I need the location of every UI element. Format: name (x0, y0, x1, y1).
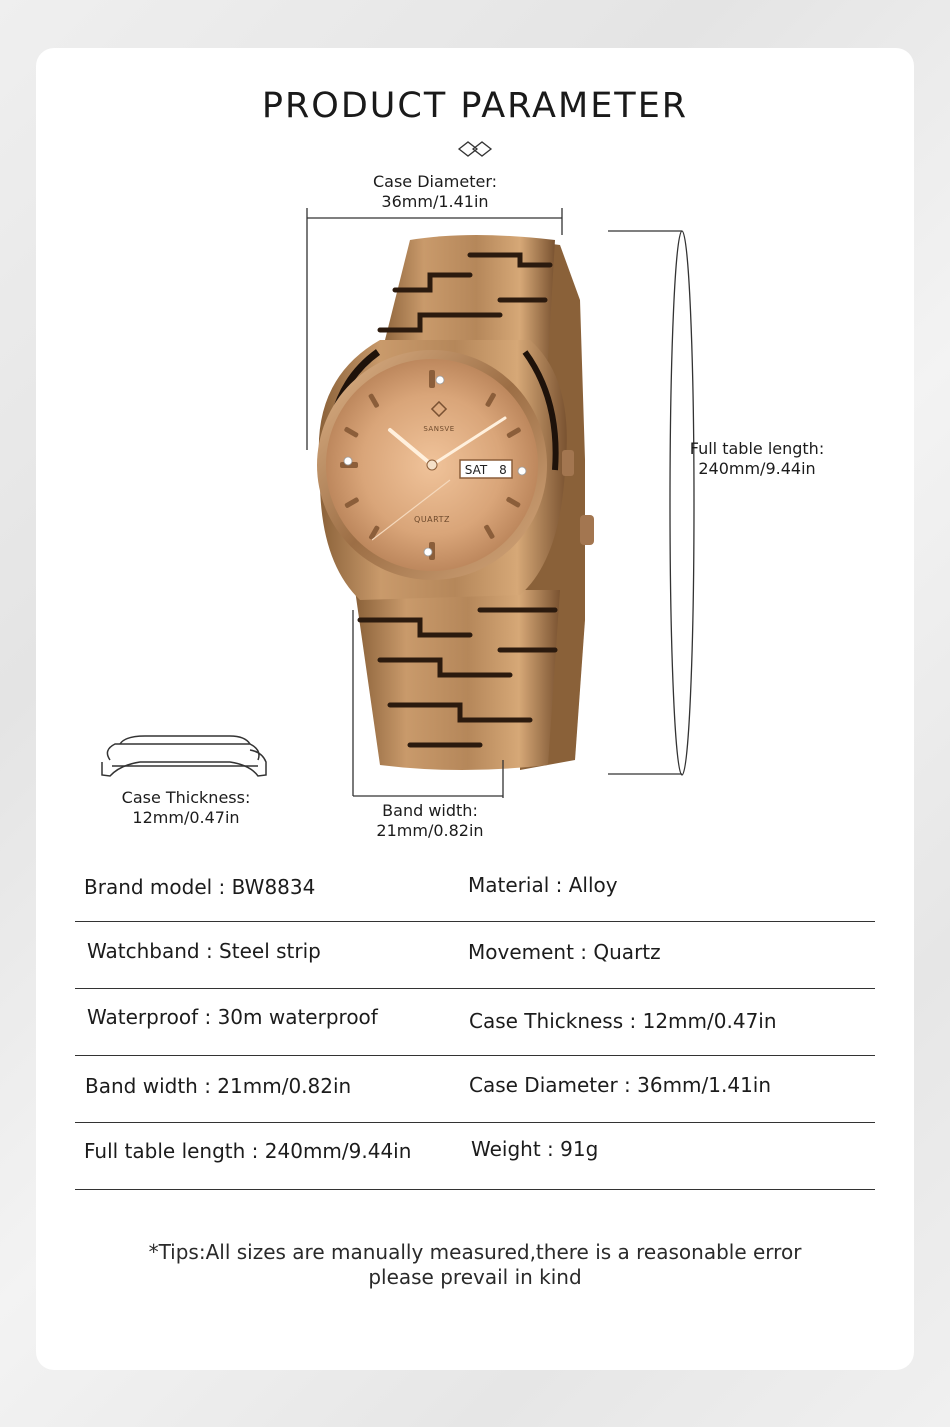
case-diameter-label (335, 172, 535, 212)
full-length-label (672, 439, 842, 479)
param-full-length: Full table length : 240mm/9.44in (84, 1139, 412, 1163)
band-width-title: Band width: (382, 801, 478, 820)
table-row (75, 855, 875, 922)
table-row (75, 922, 875, 989)
day-text: SAT (464, 463, 488, 477)
dial-quartz-text: QUARTZ (414, 515, 450, 524)
param-waterproof: Waterproof : 30m waterproof (87, 1005, 378, 1029)
full-length-title: Full table length: (689, 439, 825, 458)
param-case-diameter: Case Diameter : 36mm/1.41in (469, 1073, 772, 1097)
param-watchband: Watchband : Steel strip (87, 939, 321, 963)
table-row (75, 989, 875, 1056)
case-thickness-value: 12mm/0.47in (132, 808, 240, 827)
table-row (75, 1056, 875, 1123)
param-movement: Movement : Quartz (468, 940, 661, 964)
date-text: 8 (499, 463, 507, 477)
table-row (75, 1123, 875, 1190)
tips-line-2: please prevail in kind (368, 1265, 582, 1289)
crown (580, 515, 594, 545)
case-diameter-value: 36mm/1.41in (381, 192, 489, 211)
tips-line-1: *Tips:All sizes are manually measured,there is a reasonable error (148, 1240, 802, 1264)
param-brand-model: Brand model : BW8834 (84, 875, 316, 899)
param-case-thickness: Case Thickness : 12mm/0.47in (469, 1009, 777, 1033)
case-thickness-profile-icon (102, 736, 266, 776)
param-band-width: Band width : 21mm/0.82in (85, 1074, 352, 1098)
page-title: PRODUCT PARAMETER (261, 86, 689, 126)
case-thickness-label (96, 788, 276, 828)
brand-logo-text: SANSVE (423, 425, 455, 433)
case-thickness-title: Case Thickness: (121, 788, 251, 807)
band-width-label (340, 801, 520, 841)
full-length-dimension (608, 231, 694, 775)
case-diameter-title: Case Diameter: (372, 172, 498, 191)
param-material: Material : Alloy (468, 873, 618, 897)
band-width-value: 21mm/0.82in (376, 821, 484, 840)
tips-note (0, 1240, 950, 1290)
parameter-table (75, 855, 875, 1190)
full-length-value: 240mm/9.44in (698, 459, 816, 478)
param-weight: Weight : 91g (471, 1137, 599, 1161)
